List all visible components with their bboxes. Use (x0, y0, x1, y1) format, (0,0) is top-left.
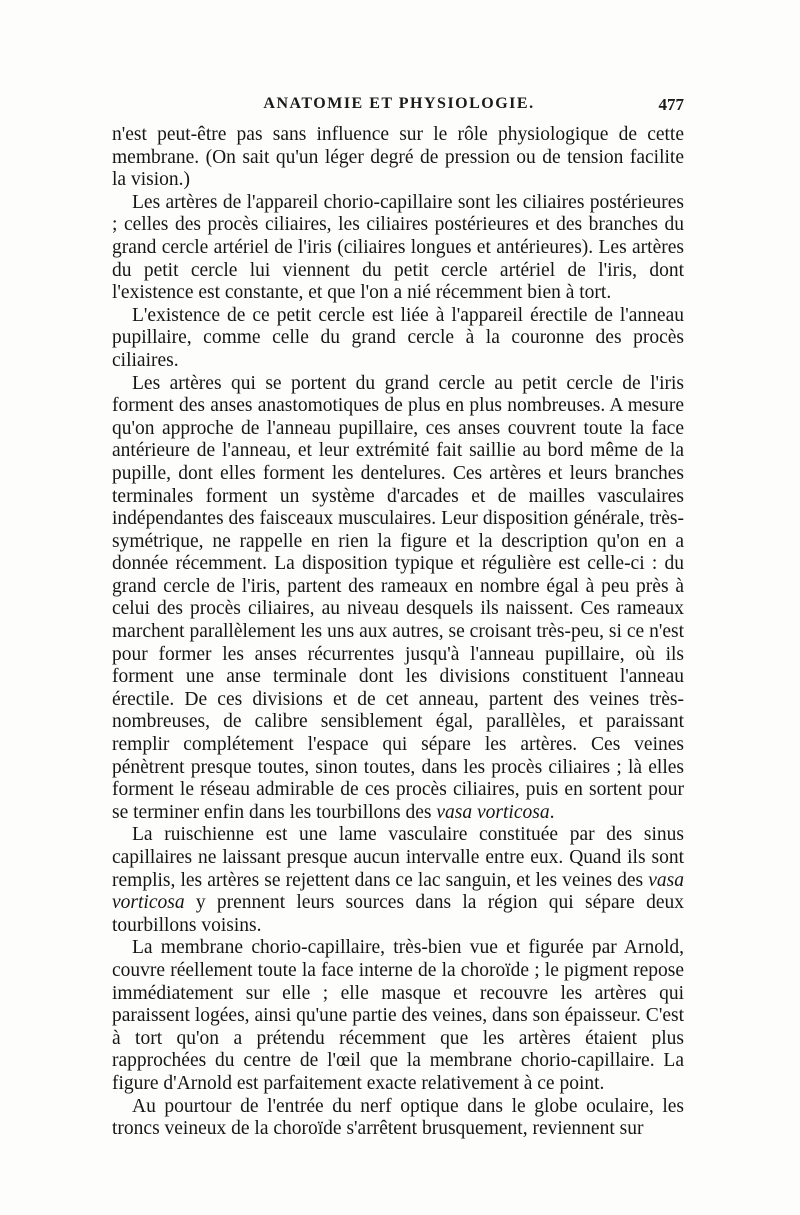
paragraph-arteries-chorio-capillary (112, 192, 684, 305)
text-run: Les artères de l'appareil chorio-capillaire sont les ciliaires postérieures ; celles des procès ciliaires, les ciliaires postérieures et des branches du grand cercle artériel de l'iris (ciliaires longues et antérieures). Les artères du petit cercle lui viennent du petit cercle artériel de l'iris, dont l'existence est constante, et que l'on a nié récemment bien à tort. (112, 191, 684, 304)
paragraph-anastomotic-loops (112, 373, 684, 825)
text-run: . (549, 801, 555, 823)
text-run: Les artères qui se portent du grand cercle au petit cercle de l'iris forment des anses anastomotiques de plus en plus nombreuses. A mesure qu'on approche de l'anneau pupillaire, ces anses couvrent toute la face antérieure de l'anneau, et leur extrémité fait saillie au bord même de la pupille, dont elles forment les dentelures. Ces artères et leurs branches terminales forment un système d'arcades et de mailles vasculaires indépendantes des faisceaux musculaires. Leur disposition générale, très-symétrique, ne rappelle en rien la figure et la description qu'on en a donnée récemment. La disposition typique et régulière est celle-ci : du grand cercle de l'iris, partent des rameaux en nombre égal à peu près à celui des procès ciliaires, au niveau desquels ils naissent. Ces rameaux marchent parallèlement les uns aux autres, se croisant très-peu, si ce n'est pour former les anses récurrentes jusqu'à l'anneau pupillaire, où ils forment une anse terminale dont les divisions constituent l'anneau érectile. De ces divisions et de cet anneau, partent des veines très-nombreuses, de calibre sensiblement égal, parallèles, et paraissant remplir complétement l'espace qui sépare les artères. Ces veines pénètrent presque toutes, sinon toutes, dans les procès ciliaires ; là elles forment le réseau admirable de ces procès ciliaires, puis en sortent pour se terminer enfin dans les tourbillons des (112, 372, 684, 823)
text-run: Au pourtour de l'entrée du nerf optique dans le globe oculaire, les troncs veineux de la choroïde s'arrêtent brusquement, reviennent sur (112, 1095, 684, 1140)
page-header (114, 95, 684, 121)
paragraph-ruischienne (112, 824, 684, 937)
paragraph-continuation (112, 124, 684, 192)
text-run: n'est peut-être pas sans influence sur le rôle physiologique de cette membrane. (On sait qu'un léger degré de pression ou de tension facilite la vision.) (112, 124, 684, 191)
body-text (112, 124, 684, 1141)
paragraph-small-circle (112, 305, 684, 373)
italic-term: vasa vorticosa (436, 801, 550, 823)
running-title: ANATOMIE ET PHYSIOLOGIE. (263, 95, 535, 112)
text-run: La membrane chorio-capillaire, très-bien vue et figurée par Arnold, couvre réellement toute la face interne de la choroïde ; le pigment repose immédiatement sur elle ; elle masque et recouvre les artères qui paraissent logées, ainsi qu'une partie des veines, dans son épaisseur. C'est à tort qu'on a prétendu récemment que les artères étaient plus rapprochées du centre de l'œil que la membrane chorio-capillaire. La figure d'Arnold est parfaitement exacte relativement à ce point. (112, 937, 684, 1094)
italic-term: vasa vorticosa (112, 869, 684, 914)
paragraph-optic-nerve (112, 1096, 684, 1141)
paragraph-chorio-capillary-membrane (112, 937, 684, 1095)
page-number: 477 (658, 95, 684, 114)
text-run: L'existence de ce petit cercle est liée à l'appareil érectile de l'anneau pupillaire, comme celle du grand cercle à la couronne des procès ciliaires. (112, 304, 684, 371)
text-run: La ruischienne est une lame vasculaire constituée par des sinus capillaires ne laissant presque aucun intervalle entre eux. Quand ils sont remplis, les artères se rejettent dans ce lac sanguin, et les veines des (112, 824, 684, 891)
text-run: y prennent leurs sources dans la région qui sépare deux tourbillons voisins. (112, 892, 684, 936)
